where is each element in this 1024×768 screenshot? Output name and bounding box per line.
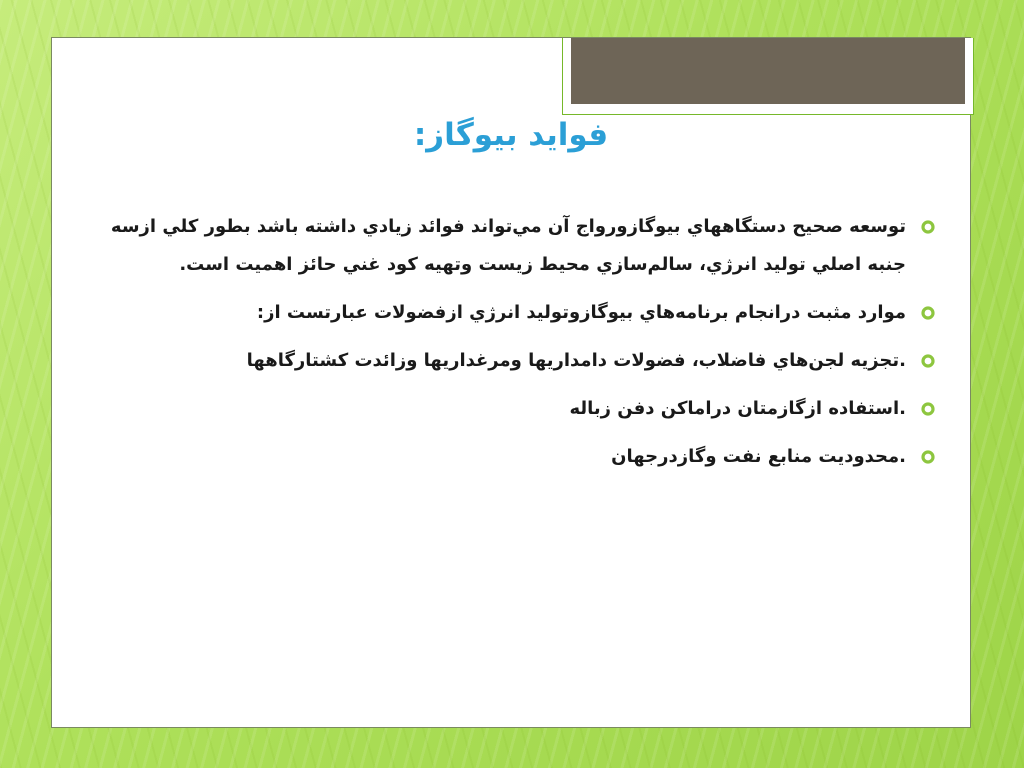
ring-bullet-icon bbox=[921, 450, 935, 464]
header-tab-frame bbox=[562, 38, 974, 115]
bullet-item-sludge bbox=[95, 342, 940, 380]
ring-bullet-icon bbox=[921, 402, 935, 416]
bullet-text: .تجزيه لجن‌هاي فاضلاب، فضولات دامداريها ومرغداريها وزائدت كشتارگاهها bbox=[246, 350, 906, 371]
bullet-text: موارد مثبت درانجام برنامه‌هاي بيوگازوتوليد انرژي ازفضولات عبارتست از: bbox=[256, 302, 906, 323]
bullet-list bbox=[95, 208, 940, 486]
bullet-text: .استفاده ازگازمتان دراماكن دفن زباله bbox=[569, 398, 906, 419]
bullet-text: توسعه صحيح دستگاههاي بيوگازورواج آن مي‌تواند فوائد زيادي داشته باشد بطور كلي ازسه جنبه اصلي توليد انرژي، سالم‌سازي محيط زيست وتهيه كود غني حائز اهميت است. bbox=[110, 216, 906, 275]
ring-bullet-icon bbox=[921, 354, 935, 368]
bullet-text: .محدوديت منابع نفت وگازدرجهان bbox=[611, 446, 906, 467]
ring-bullet-icon bbox=[921, 306, 935, 320]
bullet-item-positive-cases bbox=[95, 294, 940, 332]
ring-bullet-icon bbox=[921, 220, 935, 234]
bullet-item-resources bbox=[95, 438, 940, 476]
bullet-item-benefits-intro bbox=[95, 208, 940, 284]
header-color-block bbox=[571, 38, 965, 104]
bullet-item-methane bbox=[95, 390, 940, 428]
slide-title: فوايد بيوگاز: bbox=[413, 117, 609, 153]
